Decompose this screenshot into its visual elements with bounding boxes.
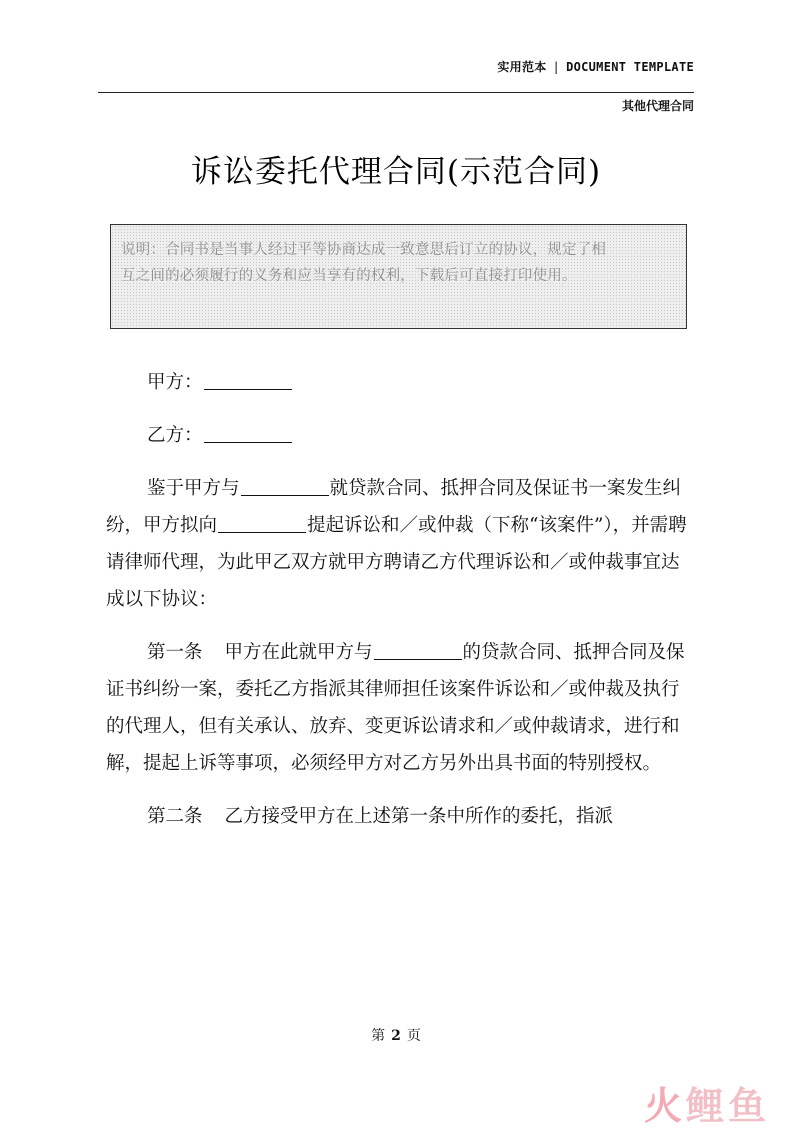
article-2-text: 乙方接受甲方在上述第一条中所作的委托，指派 — [224, 806, 614, 827]
watermark-brand-1: 火 — [643, 1084, 686, 1128]
recital-part-2: 就贷款合同、抵押合同及保证书一案发生纠纷，甲方拟向 — [106, 478, 682, 536]
article-2-paragraph — [106, 798, 696, 835]
header-category: 实用范本 — [497, 60, 547, 74]
header-template-label: DOCUMENT TEMPLATE — [566, 60, 694, 74]
article-1-label: 第一条 — [147, 642, 203, 663]
brand-watermark — [644, 1075, 770, 1130]
party-a-blank — [204, 369, 292, 390]
page-suffix: 页 — [406, 1028, 421, 1044]
article-2-label: 第二条 — [147, 806, 203, 827]
header-category-line — [497, 58, 694, 75]
note-line-2: 互之间的必须履行的义务和应当享有的权利，下载后可直接打印使用。 — [121, 268, 577, 284]
party-a-label: 甲方： — [147, 372, 203, 393]
recital-paragraph — [106, 470, 696, 618]
recital-part-1: 鉴于甲方与 — [147, 478, 240, 499]
header-subcategory: 其他代理合同 — [621, 99, 694, 113]
party-a-line — [106, 364, 696, 401]
article-1-blank — [374, 639, 462, 660]
note-line-1: 说明：合同书是当事人经过平等协商达成一致意思后订立的协议，规定了相 — [121, 242, 607, 258]
page-number-value: 2 — [391, 1028, 401, 1044]
contract-body — [106, 364, 696, 851]
recital-blank-2 — [218, 512, 306, 533]
watermark-brand-2: 鲤鱼 — [685, 1084, 770, 1128]
article-1-paragraph — [106, 634, 696, 782]
article-1-part-2: 的贷款合同、抵押合同及保证书纠纷一案，委托乙方指派其律师担任该案件诉讼和／或仲裁及执行的代理人，但有关承认、放弃、变更诉讼请求和／或仲裁请求，进行和解，提起上诉等事项，必须经甲方对乙方另外出具书面的特别授权。 — [106, 642, 685, 774]
recital-part-3: 提起诉讼和／或仲裁（下称“该案件”），并需聘请律师代理，为此甲乙双方就甲方聘请乙方代理诉讼和／或仲裁事宜达成以下协议： — [106, 515, 687, 610]
party-b-line — [106, 417, 696, 454]
article-1-part-1: 甲方在此就甲方与 — [224, 642, 373, 663]
page-prefix: 第 — [371, 1028, 386, 1044]
party-b-blank — [204, 422, 292, 443]
page-number — [0, 1025, 792, 1045]
recital-blank-1 — [241, 475, 329, 496]
description-note-box — [110, 224, 687, 329]
document-title: 诉讼委托代理合同(示范合同) — [190, 154, 602, 190]
header-separator: | — [552, 60, 561, 74]
header-divider — [98, 92, 694, 93]
party-b-label: 乙方： — [147, 425, 203, 446]
